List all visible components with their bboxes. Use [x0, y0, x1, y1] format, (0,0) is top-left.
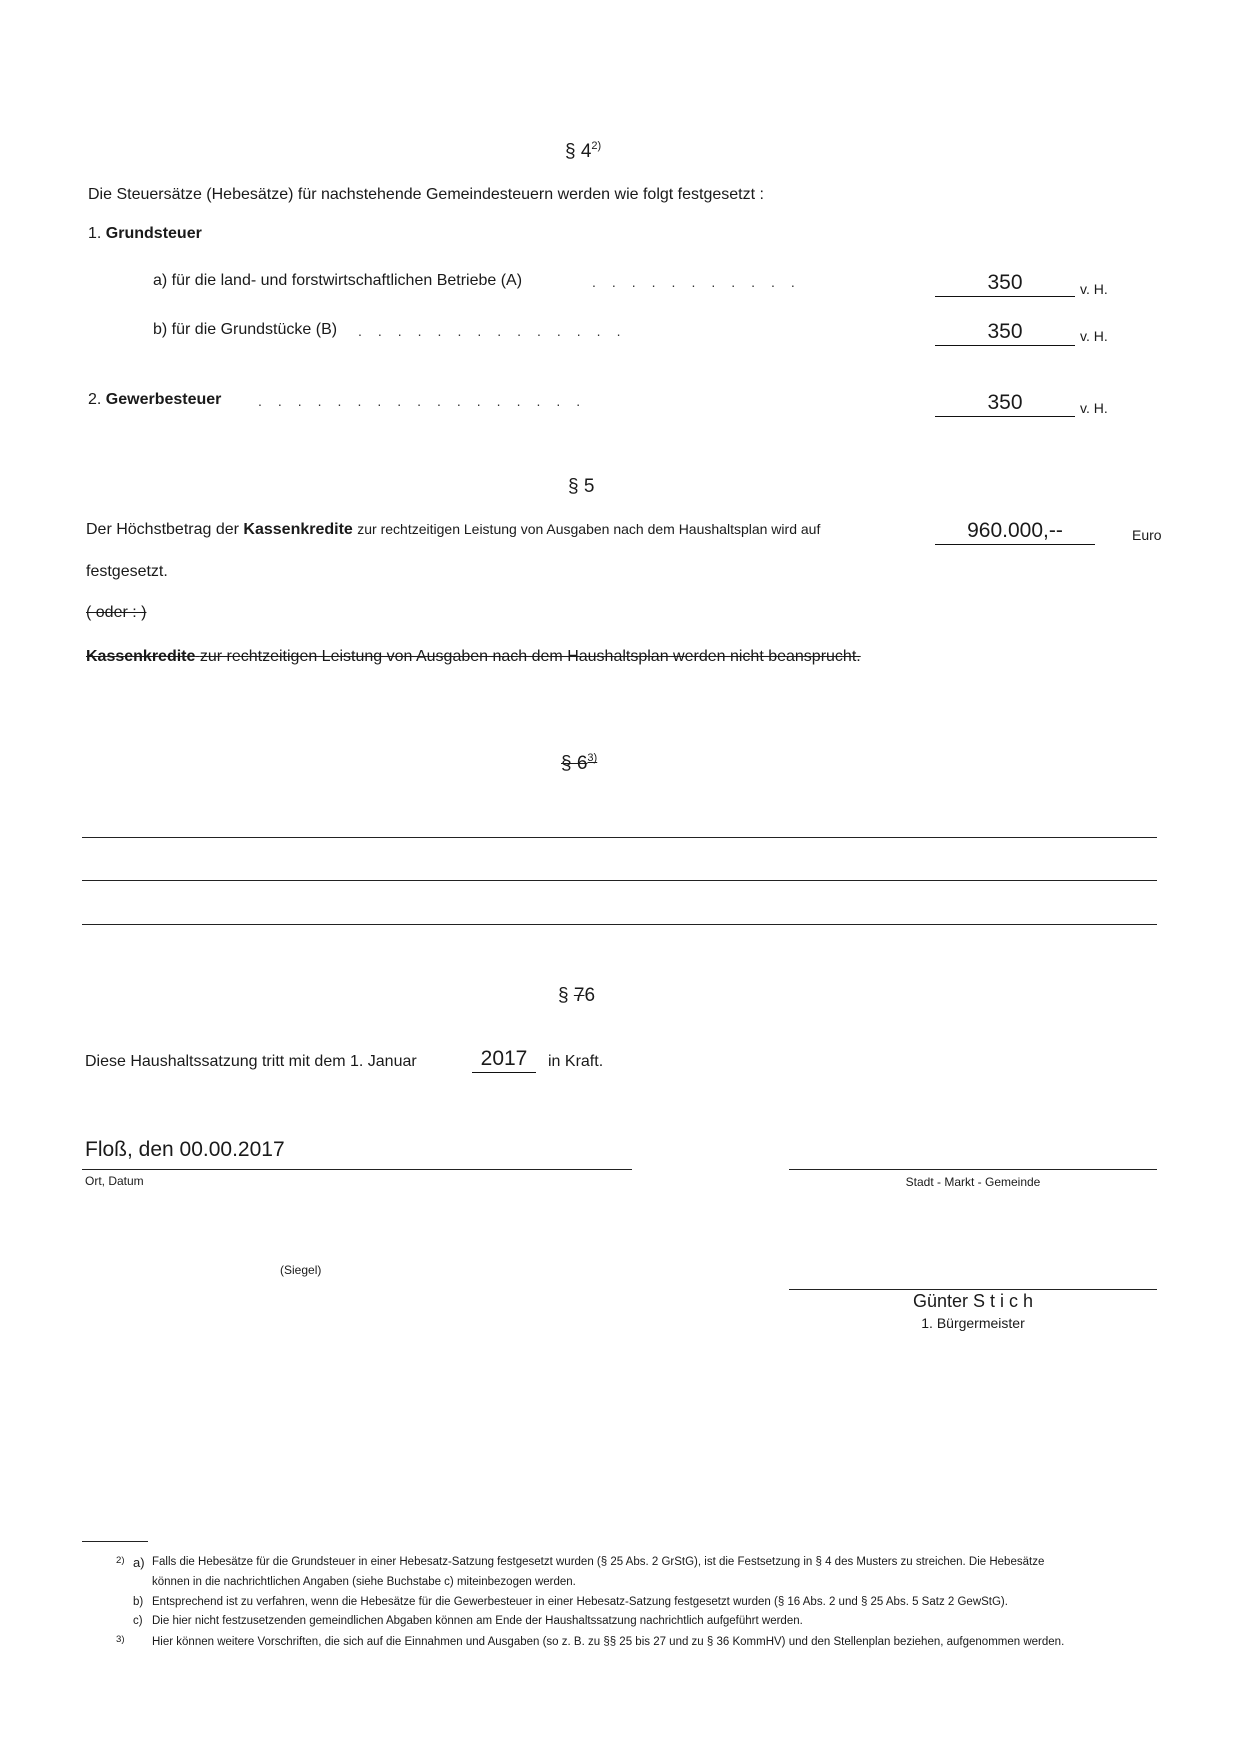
section7-heading-struck: 7 [573, 985, 585, 1006]
gewerbesteuer-heading [88, 391, 221, 409]
grundsteuer-a-unit: v. H. [1080, 281, 1108, 297]
footnote-2a-letter: a) [133, 1555, 145, 1570]
grundsteuer-b-value: 350 [935, 319, 1075, 346]
place-date-label: Ort, Datum [85, 1174, 144, 1188]
section5-text-pre: Der Höchstbetrag der [86, 521, 239, 538]
gewerbesteuer-label: Gewerbesteuer [105, 391, 222, 408]
section6-blank-line-3 [82, 924, 1157, 925]
section4-footnote-ref: 2) [591, 140, 602, 152]
footnote-3-text: Hier können weitere Vorschriften, die sich auf die Einnahmen und Ausgaben (so z. B. zu §§ 25 bis 27 und zu § 36 KommHV) und den Stellenplan beziehen, aufgenommen werden. [152, 1636, 1065, 1648]
place-date-line [82, 1169, 632, 1170]
footnote-separator [82, 1541, 148, 1542]
section6-blank-line-1 [82, 837, 1157, 838]
section5-text-bold: Kassenkredite [243, 521, 353, 538]
section7-heading [558, 985, 595, 1007]
gewerbesteuer-leader: ................. [258, 393, 597, 409]
footnote-2a-line2: können in die nachrichtlichen Angaben (siehe Buchstabe c) miteinbezogen werden. [152, 1576, 576, 1588]
seal-label: (Siegel) [280, 1263, 322, 1277]
section5-festgesetzt: festgesetzt. [86, 563, 168, 580]
footnote-2-mark [116, 1551, 125, 1575]
gewerbesteuer-unit: v. H. [1080, 400, 1108, 416]
section7-year: 2017 [472, 1046, 536, 1073]
grundsteuer-b-label: b) für die Grundstücke (B) [153, 321, 338, 338]
section5-text [86, 521, 820, 539]
footnote-2b-letter: b) [133, 1596, 144, 1608]
footnote-2-mark-text: 2) [116, 1555, 125, 1566]
section6-footnote-ref: 3) [587, 752, 598, 764]
footnote-3-mark-text: 3) [116, 1634, 125, 1645]
footnote-3-mark [116, 1630, 125, 1654]
section6-heading-text: § 6 [561, 753, 588, 774]
section4-intro: Die Steuersätze (Hebesätze) für nachstehende Gemeindesteuern werden wie folgt festgesetzt : [88, 186, 764, 203]
authority-line [789, 1169, 1157, 1170]
grundsteuer-a-label: a) für die land- und forstwirtschaftlichen Betriebe (A) [153, 272, 523, 289]
grundsteuer-heading [88, 225, 202, 243]
section4-heading [565, 140, 601, 163]
kassenkredite-currency: Euro [1132, 527, 1162, 543]
section4-heading-text: § 4 [565, 141, 592, 162]
section6-blank-line-2 [82, 880, 1157, 881]
signer-name: Günter S t i c h [912, 1291, 1034, 1311]
gewerbesteuer-value: 350 [935, 390, 1075, 417]
section5-oder: ( oder : ) [86, 604, 147, 621]
place-date-value: Floß, den 00.00.2017 [85, 1138, 285, 1161]
grundsteuer-label: Grundsteuer [105, 225, 202, 242]
footnote-2c-letter: c) [133, 1615, 143, 1627]
section5-alternative-text: zur rechtzeitigen Leistung von Ausgaben nach dem Haushaltsplan werden nicht beansprucht. [199, 648, 861, 665]
section5-alternative-bold: Kassenkredite [86, 648, 196, 665]
grundsteuer-number: 1. [88, 225, 102, 242]
section6-heading [561, 752, 597, 775]
footnote-2a-line1: Falls die Hebesätze für die Grundsteuer in einer Hebesatz-Satzung festgesetzt wurden (§ 25 Abs. 2 GrStG), ist die Festsetzung in § 4 des Musters zu streichen. Die Hebesätze [152, 1556, 1045, 1568]
section7-heading-prefix: § [558, 985, 569, 1006]
section7-text-pre: Diese Haushaltssatzung tritt mit dem 1. Januar [85, 1053, 417, 1070]
footnote-2c-text: Die hier nicht festzusetzenden gemeindlichen Abgaben können am Ende der Haushaltssatzung nachrichtlich aufgeführt werden. [152, 1615, 803, 1627]
section5-text-post: zur rechtzeitigen Leistung von Ausgaben nach dem Haushaltsplan wird auf [357, 521, 821, 537]
section7-text-post: in Kraft. [548, 1053, 604, 1070]
section7-heading-new: 6 [584, 985, 596, 1006]
signature-line [789, 1289, 1157, 1290]
kassenkredite-amount: 960.000,-- [935, 518, 1095, 545]
grundsteuer-a-value: 350 [935, 270, 1075, 297]
footnote-2b-text: Entsprechend ist zu verfahren, wenn die Hebesätze für die Gewerbesteuer in einer Hebesatz-Satzung festgesetzt wurden (§ 16 Abs. 2 und § 25 Abs. 5 Satz 2 GewStG). [152, 1596, 1008, 1608]
grundsteuer-b-unit: v. H. [1080, 328, 1108, 344]
signer-title: 1. Bürgermeister [921, 1315, 1025, 1331]
section5-heading: § 5 [568, 476, 595, 497]
grundsteuer-b-leader: .............. [358, 323, 637, 339]
gewerbesteuer-number: 2. [88, 391, 102, 408]
grundsteuer-a-leader: ........... [592, 274, 811, 290]
section5-alternative [86, 648, 861, 666]
authority-label: Stadt - Markt - Gemeinde [905, 1175, 1041, 1189]
